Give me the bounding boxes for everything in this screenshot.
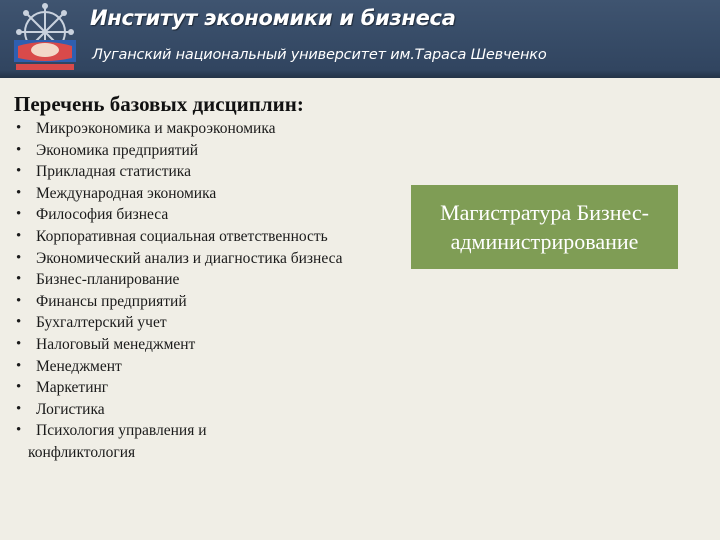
list-item: [14, 269, 399, 291]
list-item: [14, 356, 399, 378]
university-emblem-icon: [4, 2, 86, 74]
bullet-icon: •: [16, 120, 22, 136]
bullet-icon: •: [16, 141, 22, 158]
list-item: [14, 161, 399, 183]
list-item-label: Маркетинг: [36, 379, 109, 397]
list-item: [14, 183, 399, 205]
list-item: [14, 420, 244, 463]
list-item-label: Логистика: [36, 400, 105, 418]
bullet-icon: •: [16, 422, 22, 439]
list-item: [14, 140, 399, 162]
list-item-label: Бухгалтерский учет: [36, 314, 167, 332]
bullet-icon: •: [16, 314, 22, 331]
list-item: [14, 118, 399, 140]
list-item: [14, 248, 399, 270]
list-item-label-continuation: конфликтология: [28, 443, 136, 461]
bullet-icon: •: [16, 249, 22, 266]
program-box: [411, 185, 678, 269]
university-subtitle: Луганский национальный университет им.Тараса Шевченко: [92, 47, 547, 63]
list-item: [14, 291, 399, 313]
list-item-label: Бизнес-планирование: [36, 271, 180, 289]
bullet-icon: •: [16, 357, 22, 374]
institute-title: Институт экономики и бизнеса: [90, 6, 456, 30]
bullet-icon: •: [16, 206, 22, 223]
list-item-label: Психология управления и: [36, 422, 207, 440]
section-title: Перечень базовых дисциплин:: [14, 92, 304, 116]
list-item: [14, 312, 399, 334]
list-item: [14, 399, 399, 421]
list-item: [14, 377, 399, 399]
list-item: [14, 334, 399, 356]
bullet-icon: •: [16, 292, 22, 309]
list-item-label: Международная экономика: [36, 184, 217, 202]
bullet-icon: •: [16, 227, 22, 244]
list-item-label: Налоговый менеджмент: [36, 335, 196, 353]
list-item-label: Микроэкономика и макроэкономика: [36, 120, 276, 137]
header-banner: [0, 0, 720, 78]
list-item-label: Экономика предприятий: [36, 141, 199, 159]
list-item: [14, 226, 399, 248]
list-item-label: Экономический анализ и диагностика бизнеса: [36, 249, 343, 267]
list-item: [14, 204, 399, 226]
bullet-icon: •: [16, 271, 22, 288]
list-item-label: Финансы предприятий: [36, 292, 187, 310]
program-title-line2: администрирование: [450, 229, 639, 254]
list-item-label: Корпоративная социальная ответственность: [36, 227, 328, 245]
list-item-label: Менеджмент: [36, 357, 122, 375]
bullet-icon: •: [16, 400, 22, 417]
bullet-icon: •: [16, 163, 22, 180]
discipline-list: [14, 118, 399, 464]
bullet-icon: •: [16, 184, 22, 201]
program-title-line1: Магистратура Бизнес-: [440, 200, 649, 225]
list-item-label: Прикладная статистика: [36, 163, 191, 181]
bullet-icon: •: [16, 379, 22, 396]
list-item-label: Философия бизнеса: [36, 206, 169, 224]
bullet-icon: •: [16, 335, 22, 352]
